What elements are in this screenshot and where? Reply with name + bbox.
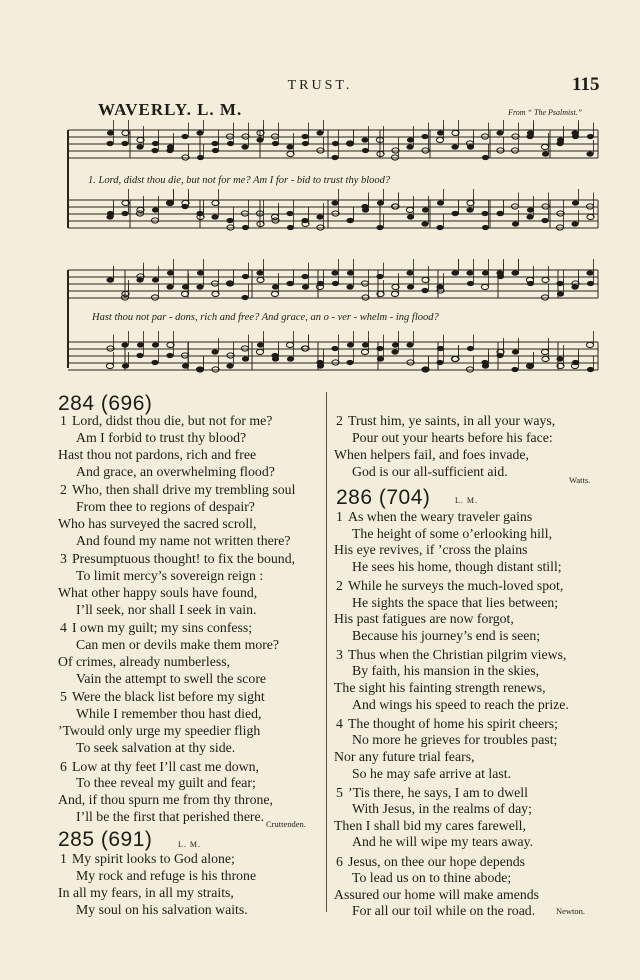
verse-text: To limit mercy’s sovereign reign : — [76, 568, 264, 584]
verse-text: No more he grieves for troubles past; — [352, 732, 558, 748]
verse-text: He sees his home, though distant still; — [352, 558, 562, 574]
verse-text: Who, then shall drive my trembling soul — [72, 482, 296, 498]
verse-text: Assured our home will make amends — [334, 886, 539, 902]
verse-line — [352, 835, 533, 849]
verse-line — [352, 733, 557, 747]
verse-line — [58, 724, 260, 738]
verse-line — [60, 760, 259, 774]
verse-line — [352, 465, 508, 479]
verse-line — [336, 414, 555, 428]
verse-line — [76, 707, 261, 721]
verse-line — [76, 431, 246, 445]
page-number: 115 — [572, 74, 600, 95]
verse-text: By faith, his mansion in the skies, — [352, 663, 540, 679]
hymn-286-meter: L. M. — [455, 496, 478, 505]
verse-text: ’Twould only urge my speedier fligh — [58, 723, 261, 739]
verse-line — [58, 586, 257, 600]
verse-text: So he may safe arrive at last. — [352, 765, 511, 781]
verse-text: ’Tis there, he says, I am to dwell — [348, 784, 528, 800]
verse-text: Vain the attempt to swell the score — [76, 671, 267, 686]
verse-line — [336, 786, 528, 800]
stanza-number: 2 — [336, 413, 343, 428]
hymn-284-author: Cruttenden. — [266, 819, 306, 829]
verse-text: And, if thou spurn me from thy throne, — [58, 792, 273, 808]
verse-line — [60, 621, 252, 635]
verse-line — [60, 690, 265, 704]
hymn-285-meter: L. M. — [178, 840, 201, 849]
verse-text: My soul on his salvation waits. — [76, 901, 248, 917]
verse-line — [336, 579, 563, 593]
verse-text: While he surveys the much-loved spot, — [348, 577, 564, 593]
verse-text: While I remember thou hast died, — [76, 706, 262, 722]
verse-line — [352, 698, 569, 712]
verse-line — [334, 681, 546, 695]
verse-text: To lead us on to thine abode; — [352, 870, 512, 886]
verse-line — [76, 903, 248, 917]
verse-text: Jesus, on thee our hope depends — [348, 853, 526, 869]
stanza-number: 5 — [336, 784, 343, 800]
verse-line — [336, 648, 566, 662]
hymn-286-author: Newton. — [556, 906, 586, 916]
stanza-number: 6 — [60, 758, 67, 774]
verse-text: Lord, didst thou die, but not for me? — [72, 413, 273, 428]
verse-text: I’ll seek, nor shall I seek in vain. — [76, 601, 257, 617]
verse-line — [58, 448, 256, 462]
tune-source: From “ The Psalmist.” — [508, 108, 582, 117]
verse-line — [76, 569, 263, 583]
verse-text: Can men or devils make them more? — [76, 637, 280, 653]
verse-text: And wings his speed to reach the prize. — [352, 696, 569, 712]
verse-text: My spirit looks to God alone; — [72, 851, 235, 866]
verse-text: The thought of home his spirit cheers; — [348, 715, 558, 731]
verse-text: And he will wipe my tears away. — [352, 834, 534, 850]
music-notation — [60, 120, 600, 380]
column-divider — [326, 392, 327, 912]
verse-text: Pour out your hearts before his face: — [352, 429, 553, 445]
verse-text: When helpers fail, and foes invade, — [334, 446, 529, 462]
hymn-286-number: 286 (704) — [336, 486, 431, 509]
verse-text: My rock and refuge is his throne — [76, 867, 257, 883]
verse-line — [60, 483, 295, 497]
verse-line — [352, 904, 535, 918]
verse-line — [76, 534, 291, 548]
verse-line — [76, 869, 256, 883]
music-lyrics-line-1: 1. Lord, didst thou die, but not for me? Am I for - bid to trust thy blood? — [88, 175, 391, 186]
verse-text: For all our toil while on the road. — [352, 903, 536, 919]
verse-line — [352, 596, 558, 610]
verse-text: Were the black list before my sight — [72, 689, 265, 705]
stanza-number: 6 — [336, 853, 343, 869]
verse-line — [336, 855, 525, 869]
verse-text: And found my name not written there? — [76, 532, 291, 548]
verse-text: Because his journey’s end is seen; — [352, 627, 541, 643]
verse-text: God is our all-sufficient aid. — [352, 463, 508, 479]
verse-line — [334, 819, 526, 833]
verse-line — [352, 431, 553, 445]
verse-line — [352, 560, 562, 574]
verse-line — [76, 638, 279, 652]
verse-text: Nor any future trial fears, — [334, 748, 475, 764]
verse-line — [334, 888, 539, 902]
verse-text: From thee to regions of despair? — [76, 499, 255, 514]
verse-line — [352, 629, 540, 643]
page-header-title: TRUST. — [287, 78, 353, 93]
verse-text: The height of some o’erlooking hill, — [352, 525, 553, 541]
verse-line — [352, 664, 539, 678]
verse-text: I own my guilt; my sins confess; — [72, 620, 253, 636]
verse-text: And grace, an overwhelming flood? — [76, 463, 275, 479]
stanza-number: 3 — [336, 646, 343, 662]
verse-line — [352, 527, 552, 541]
verse-line — [336, 717, 558, 731]
verse-line — [76, 603, 256, 617]
verse-line — [76, 465, 275, 479]
stanza-number: 4 — [336, 715, 343, 731]
verse-text: His eye revives, if ’cross the plains — [334, 542, 528, 558]
verse-line — [336, 510, 532, 524]
verse-line — [60, 852, 235, 866]
verse-line — [352, 871, 511, 885]
hymn-285-number: 285 (691) — [58, 828, 153, 851]
verse-line — [58, 517, 256, 531]
verse-text: As when the weary traveler gains — [348, 509, 533, 524]
stanza-number: 1 — [60, 413, 67, 428]
verse-text: Hast thou not pardons, rich and free — [58, 446, 257, 462]
verse-text: In all my fears, in all my straits, — [58, 884, 234, 900]
stanza-number: 4 — [60, 620, 67, 636]
hymn-285-author: Watts. — [569, 475, 591, 485]
verse-text: His past fatigues are now forgot, — [334, 611, 514, 627]
verse-line — [352, 767, 511, 781]
verse-line — [334, 750, 475, 764]
verse-line — [334, 612, 514, 626]
stanza-number: 1 — [336, 509, 343, 524]
verse-text: Who has surveyed the sacred scroll, — [58, 515, 257, 531]
verse-line — [76, 672, 266, 686]
verse-text: I’ll be the first that perished there. — [76, 809, 265, 825]
verse-text: Then I shall bid my cares farewell, — [334, 817, 526, 833]
verse-text: Presumptuous thought! to fix the bound, — [72, 551, 296, 567]
verse-line — [334, 448, 529, 462]
verse-line — [334, 543, 528, 557]
stanza-number: 5 — [60, 689, 67, 705]
stanza-number: 3 — [60, 551, 67, 567]
tune-name: WAVERLY. L. M. — [98, 100, 243, 119]
verse-line — [58, 793, 273, 807]
verse-line — [58, 655, 230, 669]
verse-line — [76, 741, 235, 755]
verse-text: With Jesus, in the realms of day; — [352, 801, 532, 817]
hymn-284-number: 284 (696) — [58, 392, 153, 415]
stanza-number: 1 — [60, 851, 67, 866]
verse-line — [76, 776, 256, 790]
verse-line — [76, 500, 255, 514]
stanza-number: 2 — [336, 577, 343, 593]
verse-line — [60, 552, 295, 566]
verse-text: Low at thy feet I’ll cast me down, — [72, 758, 259, 774]
verse-line — [60, 414, 272, 428]
verse-text: The sight his fainting strength renews, — [334, 680, 546, 695]
verse-text: Trust him, ye saints, in all your ways, — [348, 413, 556, 428]
music-lyrics-line-2: Hast thou not par - dons, rich and free? And grace, an o - ver - whelm - ing flood? — [92, 312, 439, 323]
verse-line — [352, 802, 532, 816]
verse-line — [76, 810, 264, 824]
verse-text: Am I forbid to trust thy blood? — [76, 429, 247, 445]
verse-text: What other happy souls have found, — [58, 585, 258, 600]
verse-text: To seek salvation at thy side. — [76, 740, 236, 756]
verse-line — [58, 886, 234, 900]
verse-text: Thus when the Christian pilgrim views, — [348, 646, 567, 662]
stanza-number: 2 — [60, 482, 67, 498]
verse-text: Of crimes, already numberless, — [58, 654, 231, 670]
verse-text: He sights the space that lies between; — [352, 594, 559, 610]
verse-text: To thee reveal my guilt and fear; — [76, 775, 256, 791]
